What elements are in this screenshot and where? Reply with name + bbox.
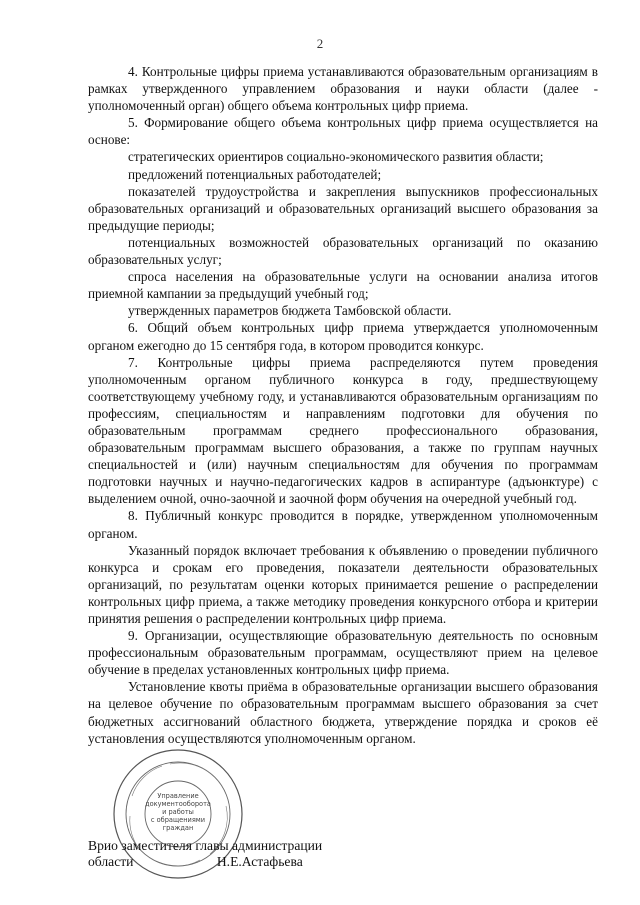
stamp-text-line: Управление <box>157 792 199 800</box>
list-item-strategic: стратегических ориентиров социально-экономического развития области; <box>128 149 544 165</box>
page-number: 2 <box>316 36 324 51</box>
document-body <box>88 63 598 747</box>
paragraph-8: 8. Публичный конкурс проводится в порядке, утвержденном уполномоченным органом. <box>88 508 598 541</box>
list-item-employers: предложений потенциальных работодателей; <box>128 166 382 182</box>
paragraph-6: 6. Общий объем контрольных цифр приема утверждается уполномоченным органом ежегодно до 15 сентября года, в котором проводится конкурс. <box>88 320 598 353</box>
signature-block <box>88 838 508 870</box>
paragraph-4: 4. Контрольные цифры приема устанавливаются образовательным организациям в рамках утвержденного управлением образования и науки области (далее - уполномоченный орган) общего объема контрольных цифр приема. <box>88 64 598 114</box>
paragraph-7: 7. Контрольные цифры приема распределяются путем проведения уполномоченным органом публичного конкурса в году, предшествующему соответствующему учебному году, и устанавливаются образовательным организациям по профессиям, специальностям и направлениям подготовки для обучения по образовательным программам среднего профессионального образования, образовательным программам высшего образования, а также по группам научных специальностей и (или) научным специальностям для обучения по программам подготовки научных и научно-педагогических кадров в аспирантуре (адъюнктуре) с выделением очной, очно-заочной и заочной форм обучения на очередной учебный год. <box>88 354 598 507</box>
list-item-budget: утвержденных параметров бюджета Тамбовской области. <box>128 303 452 319</box>
stamp-text-line: и работы <box>162 808 194 816</box>
paragraph-quota: Установление квоты приёма в образовательные организации высшего образования на целевое обучение по образовательным программам высшего образования за счет бюджетных ассигнований областного бюджета, утверждение порядка и сроков её установления осуществляются уполномоченным органом. <box>88 679 598 746</box>
paragraph-procedure: Указанный порядок включает требования к объявлению о проведении публичного конкурса и срокам его проведения, показатели деятельности образовательных организаций, по результатам оценки которых принимается решение о распределении контрольных цифр приема, а также методику проведения конкурсного отбора и критерии принятия решения о распределении контрольных цифр приема. <box>88 542 598 626</box>
stamp-text-line: документооборота <box>145 800 211 808</box>
paragraph-5: 5. Формирование общего объема контрольных цифр приема осуществляется на основе: <box>88 115 598 148</box>
signature-line-2 <box>88 854 508 870</box>
signature-name: Н.Е.Астафьева <box>216 854 303 869</box>
list-item-capacity: потенциальных возможностей образовательных организаций по оказанию образовательных услуг; <box>88 234 598 268</box>
list-item-employment: показателей трудоустройства и закрепления выпускников профессиональных образовательных организаций и образовательных организаций высшего образования за предыдущие периоды; <box>88 183 598 233</box>
stamp-text-line: с обращениями <box>150 816 206 824</box>
paragraph-9: 9. Организации, осуществляющие образовательную деятельность по основным профессиональным образовательным программам, осуществляют прием на целевое обучение в пределах установленных контрольных цифр приема. <box>88 628 598 678</box>
stamp-text-line: граждан <box>162 824 194 832</box>
list-item-demand: спроса населения на образовательные услуги на основании анализа итогов приемной кампании за предыдущий учебный год; <box>88 269 598 302</box>
signature-region: области <box>88 854 134 869</box>
signature-title: Врио заместителя главы администрации <box>88 838 323 853</box>
